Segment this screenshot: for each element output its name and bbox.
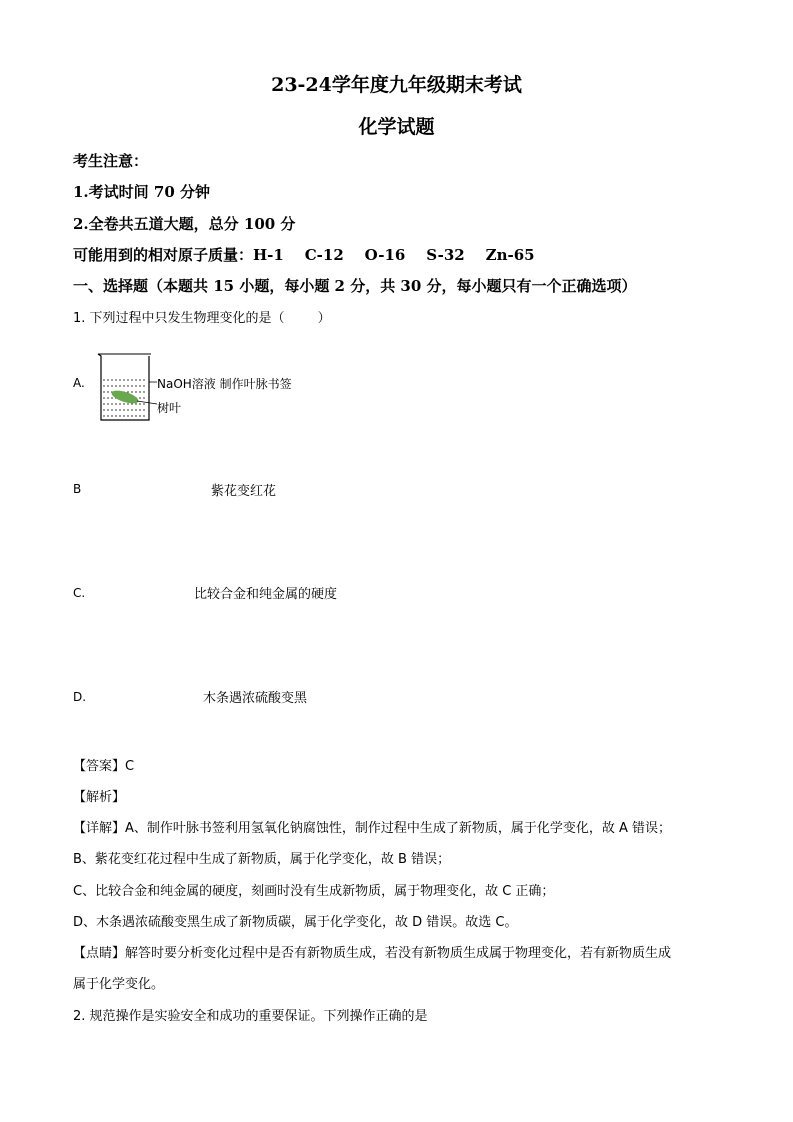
option-d-label: D. (73, 690, 87, 704)
option-a-naoh-label: NaOH溶液 制作叶脉书签 (157, 377, 292, 391)
option-d-text: 木条遇浓硫酸变黑 (203, 691, 308, 706)
detail-line: C、比较合金和纯金属的硬度，刻画时没有生成新物质，属于物理变化，故 C 正确； (73, 884, 555, 899)
notice-heading: 考生注意： (73, 152, 149, 170)
page-title: 23-24学年度九年级期末考试 (271, 74, 522, 96)
option-b-label: B (73, 482, 82, 496)
option-c-text: 比较合金和纯金属的硬度 (194, 587, 338, 602)
answer-line (73, 755, 134, 774)
page-subtitle: 化学试题 (358, 116, 435, 138)
section-heading: 一、选择题（本题共 15 小题，每小题 2 分，共 30 分，每小题只有一个正确选项） (73, 277, 637, 295)
detail-line: B、紫花变红花过程中生成了新物质，属于化学变化，故 B 错误； (73, 852, 451, 867)
question-1-stem: 1. 下列过程中只发生物理变化的是（ ） (73, 311, 331, 326)
atomic-masses: 可能用到的相对原子质量：H-1 C-12 O-16 S-32 Zn-65 (73, 246, 535, 264)
answer-tag: 【答案】 (73, 759, 126, 774)
notice-item: 1.考试时间 70 分钟 (73, 183, 210, 201)
detail-line: 【点睛】解答时要分析变化过程中是否有新物质生成，若没有新物质生成属于物理变化，若有新物质生成 (73, 946, 672, 961)
option-a-label: A. (73, 376, 85, 390)
leaf-icon (110, 388, 140, 406)
notice-item: 2.全卷共五道大题，总分 100 分 (73, 215, 296, 233)
beaker-illustration (95, 352, 165, 424)
option-b-text: 紫花变红花 (211, 484, 277, 499)
option-a-leaf-label: 树叶 (157, 401, 182, 415)
detail-line: D、木条遇浓硫酸变黑生成了新物质碳，属于化学变化，故 D 错误。故选 C。 (73, 915, 518, 930)
question-2-stem: 2. 规范操作是实验安全和成功的重要保证。下列操作正确的是 (73, 1009, 428, 1024)
analysis-tag: 【解析】 (73, 790, 126, 805)
option-c-label: C. (73, 586, 86, 600)
detail-line: 【详解】A、制作叶脉书签利用氢氧化钠腐蚀性，制作过程中生成了新物质，属于化学变化，故 A 错误； (73, 821, 672, 836)
detail-line: 属于化学变化。 (73, 977, 165, 992)
answer-value: C (125, 759, 135, 774)
